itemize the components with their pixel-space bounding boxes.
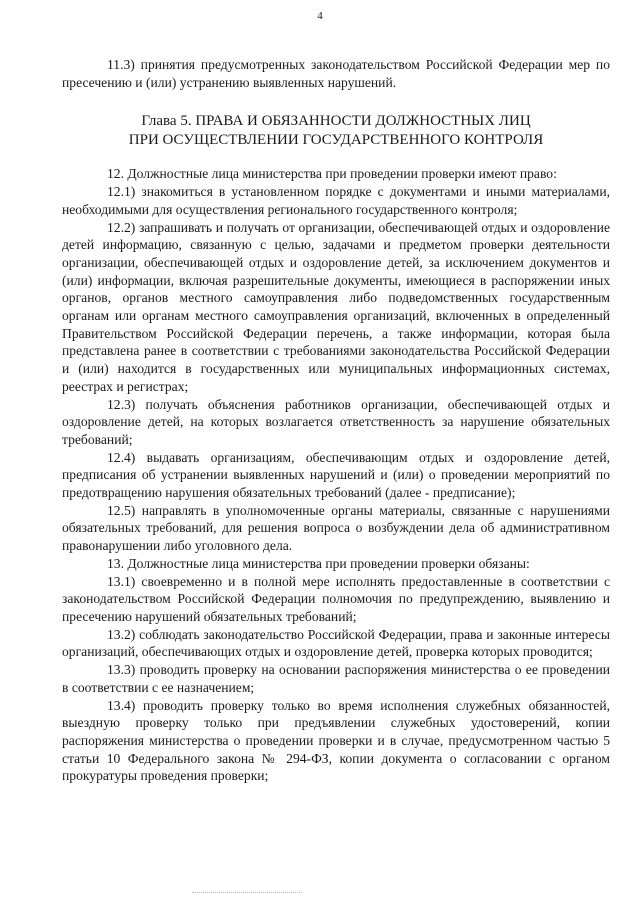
paragraph-13-2: 13.2) соблюдать законодательство Российской Федерации, права и законные интересы организаций, обеспечивающих отдых и оздоровление детей, проверка которых проводится; — [62, 626, 610, 660]
footer-divider — [192, 892, 302, 893]
paragraph-11-3: 11.3) принятия предусмотренных законодательством Российской Федерации мер по пресечению и (или) устранению выявленных нарушений. — [62, 57, 610, 90]
paragraph-12-1: 12.1) знакомиться в установленном порядке с документами и иными материалами, необходимыми для осуществления регионального государственного контроля; — [62, 184, 610, 217]
chapter-title-line-2: ПРИ ОСУЩЕСТВЛЕНИИ ГОСУДАРСТВЕННОГО КОНТРОЛЯ — [128, 132, 544, 149]
paragraph-12-4: 12.4) выдавать организациям, обеспечивающим отдых и оздоровление детей, предписания об устранении выявленных нарушений и (или) о проведении мероприятий по предотвращению нарушения обязательных требований (далее - предписание); — [62, 449, 610, 501]
paragraph-13-4: 13.4) проводить проверку только во время исполнения служебных обязанностей, выездную проверку только при предъявлении служебных удостоверений, копии распоряжения министерства о проведении проверки и в случае, предусмотренном частью 5 статьи 10 Федерального закона № 294-ФЗ, копии документа о согласовании с органом прокуратуры проведения проверки; — [62, 697, 610, 784]
paragraph-12-3: 12.3) получать объяснения работников организации, обеспечивающей отдых и оздоровление детей, на которых возлагается ответственность за нарушение обязательных требований; — [62, 396, 610, 447]
paragraph-12-2: 12.2) запрашивать и получать от организации, обеспечивающей отдых и оздоровление детей информацию, связанную с целью, задачами и предметом проверки деятельности организации, обеспечивающей отдых и оздоровление детей, за исключением документов и (или) информации, включая разрешительные документы, имеющиеся в распоряжении иных органов, органов местного самоуправления либо подведомственных государственным органам или органам местного самоуправления организаций, включенных в определенный Правительством Российской Федерации перечень, а также информации, которая была представлена ранее в соответствии с требованиями законодательства Российской Федерации и (или) находится в государственных или муниципальных информационных системах, реестрах и регистрах; — [62, 219, 610, 394]
document-body — [62, 56, 610, 785]
paragraph-13: 13. Должностные лица министерства при проведении проверки обязаны: — [107, 555, 530, 571]
chapter-title-line-1: Глава 5. ПРАВА И ОБЯЗАННОСТИ ДОЛЖНОСТНЫХ ЛИЦ — [141, 113, 531, 130]
chapter-heading — [62, 112, 610, 150]
paragraph-13-1: 13.1) своевременно и в полной мере исполнять предоставленные в соответствии с законодательством Российской Федерации полномочия по предупреждению, выявлению и пресечению нарушений обязательных требований; — [62, 573, 610, 624]
page-number: 4 — [317, 10, 323, 22]
paragraph-13-3: 13.3) проводить проверку на основании распоряжения министерства о ее проведении в соответствии с ее назначением; — [62, 662, 610, 695]
paragraph-12-5: 12.5) направлять в уполномоченные органы материалы, связанные с нарушениями обязательных требований, для решения вопроса о возбуждении дела об административном правонарушении либо уголовного дела. — [62, 502, 610, 554]
paragraph-12: 12. Должностные лица министерства при проведении проверки имеют право: — [107, 166, 557, 182]
